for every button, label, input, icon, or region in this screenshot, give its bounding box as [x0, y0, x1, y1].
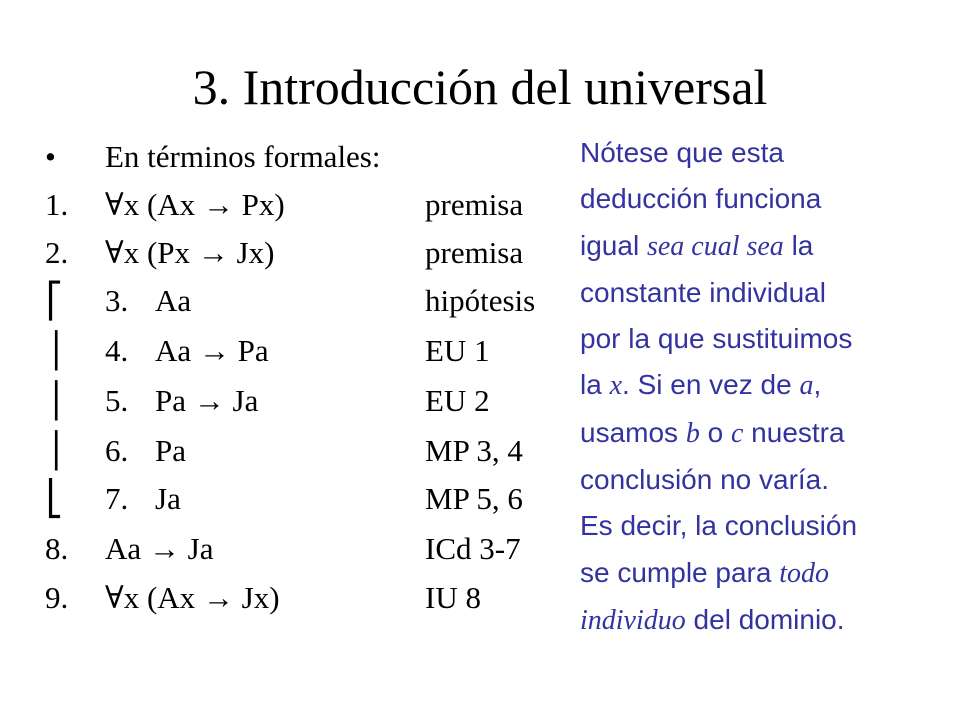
note-line: deducción funciona: [580, 183, 822, 215]
line-number: 5.: [105, 383, 129, 418]
bullet: •: [45, 139, 56, 174]
note-text: . Si en vez de: [622, 369, 800, 401]
line-justification: premisa: [425, 235, 524, 270]
note-emphasis: todo: [779, 557, 829, 589]
line-justification: ICd 3-7: [425, 531, 521, 566]
line-number: 8.: [45, 531, 69, 566]
line-justification: EU 1: [425, 333, 490, 368]
subproof-bracket: │: [46, 331, 67, 371]
note-variable: b: [685, 417, 700, 449]
note-line: [580, 550, 950, 597]
note-text: se cumple para: [580, 556, 780, 588]
note-line: por la que sustituimos: [580, 323, 853, 355]
proof-line-8: [0, 529, 570, 569]
line-formula: Aa → Pa: [155, 333, 269, 368]
line-formula: Ja: [155, 481, 181, 516]
line-formula: ∀x (Px → Jx): [105, 235, 275, 270]
line-justification: MP 3, 4: [425, 433, 523, 468]
note-line: Nótese que esta: [580, 137, 784, 168]
proof-line-3: [0, 281, 570, 321]
proof-line-4: [0, 331, 570, 371]
proof-line-7: [0, 479, 570, 519]
page-title: 3. Introducción del universal: [192, 59, 768, 115]
line-number: 3.: [105, 283, 129, 318]
note-text: ,: [813, 369, 822, 401]
explanatory-note: [580, 130, 950, 644]
line-number: 6.: [105, 433, 129, 468]
line-formula: Aa: [155, 283, 192, 318]
note-variable: x: [609, 370, 623, 402]
line-number: 7.: [105, 481, 129, 516]
note-line: [580, 362, 950, 409]
proof-line-9: [0, 578, 570, 618]
line-formula: Pa: [155, 433, 186, 468]
intro-text: En términos formales:: [105, 139, 381, 174]
note-emphasis: individuo: [580, 604, 686, 636]
line-formula: ∀x (Ax → Jx): [105, 580, 280, 615]
line-number: 1.: [45, 187, 69, 222]
note-line: conclusión no varía.: [580, 464, 830, 496]
note-variable: a: [799, 370, 814, 402]
note-variable: c: [730, 417, 744, 449]
note-line: constante individual: [580, 276, 826, 308]
line-number: 4.: [105, 333, 129, 368]
note-line: [580, 597, 950, 644]
line-number: 9.: [45, 580, 69, 615]
proof-line-1: [0, 185, 570, 225]
subproof-bracket-bottom: ⎣: [46, 479, 63, 519]
note-line: [580, 410, 950, 457]
subproof-bracket: │: [46, 381, 67, 421]
line-justification: hipótesis: [425, 283, 536, 318]
line-justification: premisa: [425, 187, 524, 222]
note-text: igual: [580, 229, 647, 261]
line-formula: Aa → Ja: [105, 531, 214, 566]
subproof-bracket: │: [46, 431, 67, 471]
proof-line-6: [0, 431, 570, 471]
proof-line-2: [0, 233, 570, 273]
subproof-bracket-top: ⎡: [46, 281, 63, 321]
line-justification: EU 2: [425, 383, 490, 418]
note-text: del dominio.: [685, 603, 845, 635]
note-text: nuestra: [743, 416, 845, 448]
line-justification: MP 5, 6: [425, 481, 523, 516]
note-text: la: [580, 369, 610, 401]
note-emphasis: sea cual sea: [646, 230, 784, 262]
line-formula: ∀x (Ax → Px): [105, 187, 285, 222]
note-text: la: [783, 229, 814, 261]
intro-line: [0, 137, 570, 177]
note-text: usamos: [580, 416, 686, 448]
line-number: 2.: [45, 235, 69, 270]
proof-line-5: [0, 381, 570, 421]
line-justification: IU 8: [425, 580, 481, 615]
note-line: [580, 223, 950, 270]
line-formula: Pa → Ja: [155, 383, 259, 418]
note-line: Es decir, la conclusión: [580, 510, 858, 542]
note-text: o: [699, 416, 731, 448]
